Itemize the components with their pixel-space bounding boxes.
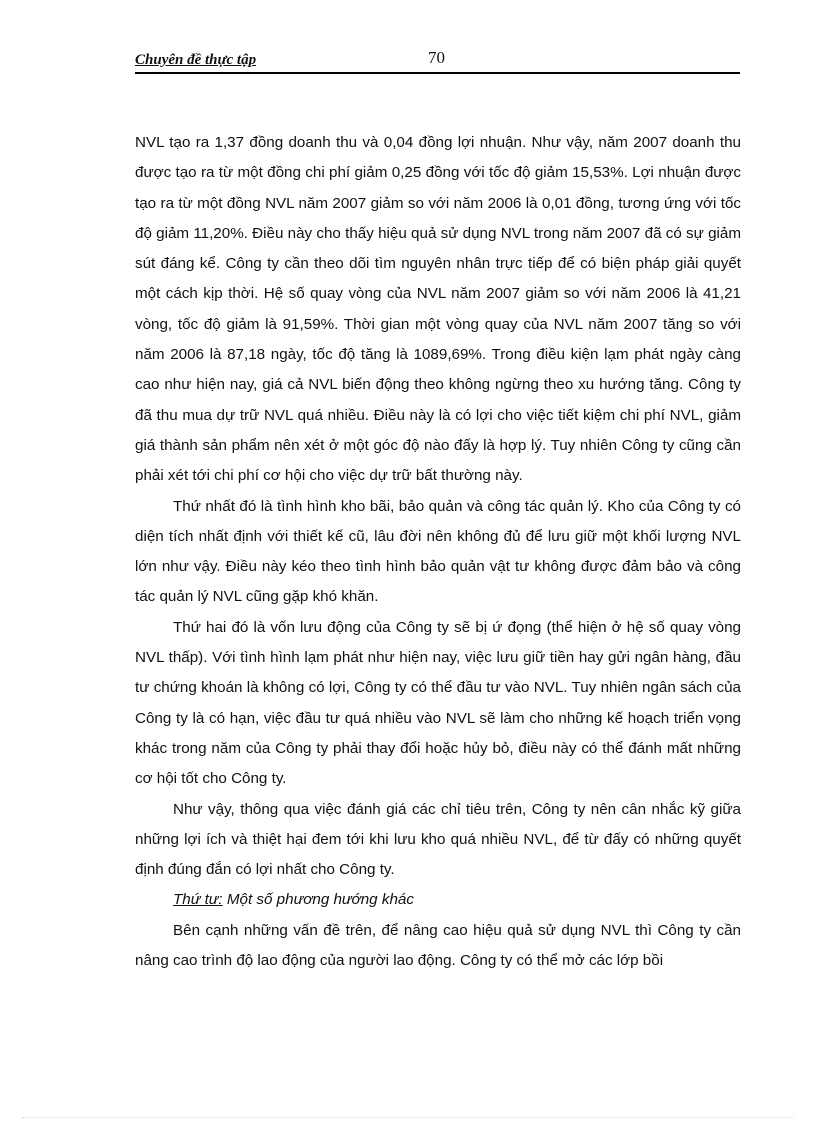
header-title: Chuyên đề thực tập bbox=[135, 52, 257, 68]
page-bottom-divider bbox=[22, 1117, 794, 1118]
page-header bbox=[135, 48, 740, 74]
document-body bbox=[135, 128, 741, 976]
paragraph-continuation: NVL tạo ra 1,37 đồng doanh thu và 0,04 đồng lợi nhuận. Như vậy, năm 2007 doanh thu được tạo ra từ một đồng chi phí giảm 0,25 đồng với tốc độ giảm 15,53%. Lợi nhuận được tạo ra từ một đồng NVL năm 2007 giảm so với năm 2006 là 0,01 đồng, tương ứng với tốc độ giảm 11,20%. Điều này cho thấy hiệu quả sử dụng NVL trong năm 2007 đã có sự giảm sút đáng kể. Công ty cần theo dõi tìm nguyên nhân trực tiếp để có biện pháp giải quyết một cách kịp thời. Hệ số quay vòng của NVL năm 2007 giảm so với năm 2006 là 41,21 vòng, tốc độ giảm là 91,59%. Thời gian một vòng quay của NVL năm 2007 tăng so với năm 2006 là 87,18 ngày, tốc độ tăng là 1089,69%. Trong điều kiện lạm phát ngày càng cao như hiện nay, giá cả NVL biến động theo không ngừng theo xu hướng tăng. Công ty đã thu mua dự trữ NVL quá nhiều. Điều này là có lợi cho việc tiết kiệm chi phí NVL, giảm giá thành sản phẩm nên xét ở một góc độ nào đấy là hợp lý. Tuy nhiên Công ty cũng cần phải xét tới chi phí cơ hội cho việc dự trữ bất thường này. bbox=[135, 134, 741, 485]
section-heading bbox=[135, 885, 741, 915]
section-heading-label: Thứ tư: bbox=[173, 891, 223, 909]
paragraph-final: Bên cạnh những vấn đề trên, để nâng cao hiệu quả sử dụng NVL thì Công ty cần nâng cao trình độ lao động của người lao động. Công ty có thể mở các lớp bồi bbox=[135, 921, 741, 970]
paragraph-working-capital: Thứ hai đó là vốn lưu động của Công ty sẽ bị ứ đọng (thể hiện ở hệ số quay vòng NVL thấp). Với tình hình lạm phát như hiện nay, việc lưu giữ tiền hay gửi ngân hàng, đầu tư chứng khoán là không có lợi, Công ty có thể đầu tư vào NVL. Tuy nhiên ngân sách của Công ty là có hạn, việc đầu tư quá nhiều vào NVL sẽ làm cho những kế hoạch triển vọng khác trong năm của Công ty phải thay đổi hoặc hủy bỏ, điều này có thể đánh mất những cơ hội tốt cho Công ty. bbox=[135, 618, 741, 788]
page-number: 70 bbox=[428, 48, 445, 67]
paragraph-storage: Thứ nhất đó là tình hình kho bãi, bảo quản và công tác quản lý. Kho của Công ty có diện tích nhất định với thiết kế cũ, lâu đời nên không đủ để lưu giữ một khối lượng NVL lớn như vậy. Điều này kéo theo tình hình bảo quản vật tư không được đảm bảo và công tác quản lý NVL cũng gặp khó khăn. bbox=[135, 497, 741, 606]
paragraph-conclusion: Như vậy, thông qua việc đánh giá các chỉ tiêu trên, Công ty nên cân nhắc kỹ giữa những lợi ích và thiệt hại đem tới khi lưu kho quá nhiều NVL, để từ đấy có những quyết định đúng đắn có lợi nhất cho Công ty. bbox=[135, 800, 741, 879]
section-heading-title: Một số phương hướng khác bbox=[226, 891, 414, 909]
